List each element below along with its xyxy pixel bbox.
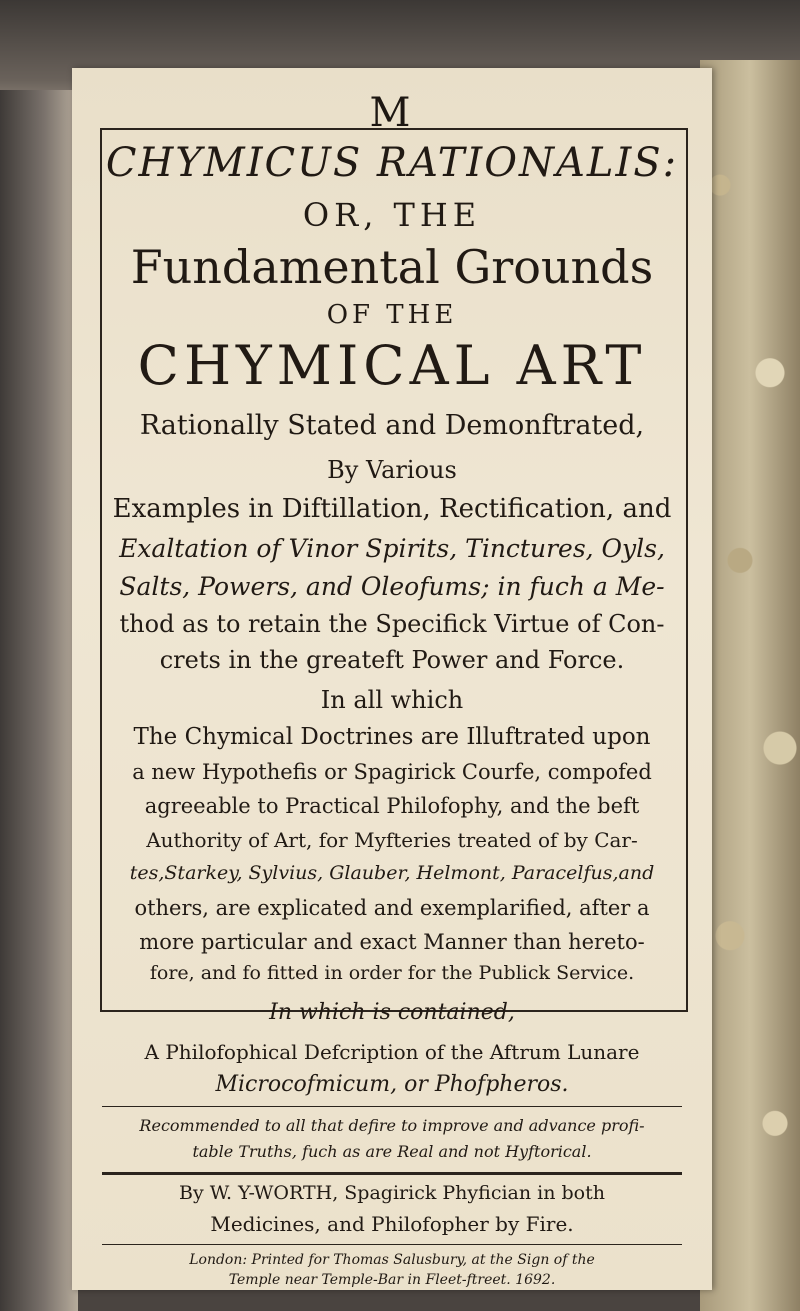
divider-rule — [102, 1172, 682, 1175]
title-line-5: CHYMICAL ART — [137, 334, 647, 397]
ornament-initial: M — [369, 90, 411, 136]
section3-heading: In which is contained, — [269, 1000, 515, 1025]
subtitle-line-4: Exaltation of Vinor Spirits, Tinctures, Oyls, — [119, 534, 665, 563]
section2-line-7: more particular and exact Manner than hereto- — [139, 930, 645, 954]
section3-line-2: Microcofmicum, or Phofpheros. — [215, 1072, 569, 1097]
section2-line-8: fore, and fo fitted in order for the Publick Service. — [149, 962, 635, 984]
recommendation-line-2: table Truths, fuch as are Real and not Hyftorical. — [192, 1142, 592, 1161]
author-line-1: By W. Y-WORTH, Spagirick Phyfician in both — [179, 1182, 605, 1204]
imprint-line-1: London: Printed for Thomas Salusbury, at the Sign of the — [189, 1252, 595, 1268]
author-line-2: Medicines, and Philofopher by Fire. — [210, 1212, 574, 1236]
section2-line-5: tes,Starkey, Sylvius, Glauber, Helmont, Paracelfus,and — [129, 862, 655, 884]
section2-line-6: others, are explicated and exemplarified, after a — [134, 896, 650, 920]
title-line-3: Fundamental Grounds — [130, 240, 654, 294]
imprint-line-2: Temple near Temple-Bar in Fleet-ftreet. 1692. — [228, 1272, 556, 1288]
divider-rule — [102, 1106, 682, 1107]
section2-line-4: Authority of Art, for Myfteries treated of by Car- — [146, 828, 638, 852]
section2-line-3: agreeable to Practical Philofophy, and the beft — [144, 794, 640, 818]
binding-edge-left — [0, 90, 78, 1311]
title-line-2: OR, THE — [302, 196, 482, 234]
section3-line-1: A Philofophical Defcription of the Aftrum Lunare — [144, 1040, 640, 1064]
section2-line-1: The Chymical Doctrines are Illuftrated upon — [133, 724, 651, 750]
title-line-1: CHYMICUS RATIONALIS: — [105, 140, 679, 186]
subtitle-line-7: crets in the greateft Power and Force. — [159, 646, 625, 674]
subtitle-line-5: Salts, Powers, and Oleofums; in fuch a Me- — [119, 572, 665, 601]
subtitle-line-1: Rationally Stated and Demonftrated, — [139, 410, 645, 441]
subtitle-line-3: Examples in Diftillation, Rectification, and — [112, 494, 672, 524]
title-line-4: OF THE — [326, 300, 458, 330]
section2-line-2: a new Hypothefis or Spagirick Courfe, compofed — [132, 760, 652, 784]
recommendation-line-1: Recommended to all that defire to improve and advance profi- — [139, 1116, 645, 1135]
section2-heading: In all which — [320, 686, 464, 714]
divider-rule — [102, 1244, 682, 1245]
subtitle-line-6: thod as to retain the Specifick Virtue of Con- — [119, 610, 665, 638]
marbled-endpaper — [700, 60, 800, 1311]
subtitle-line-2: By Various — [327, 456, 457, 484]
